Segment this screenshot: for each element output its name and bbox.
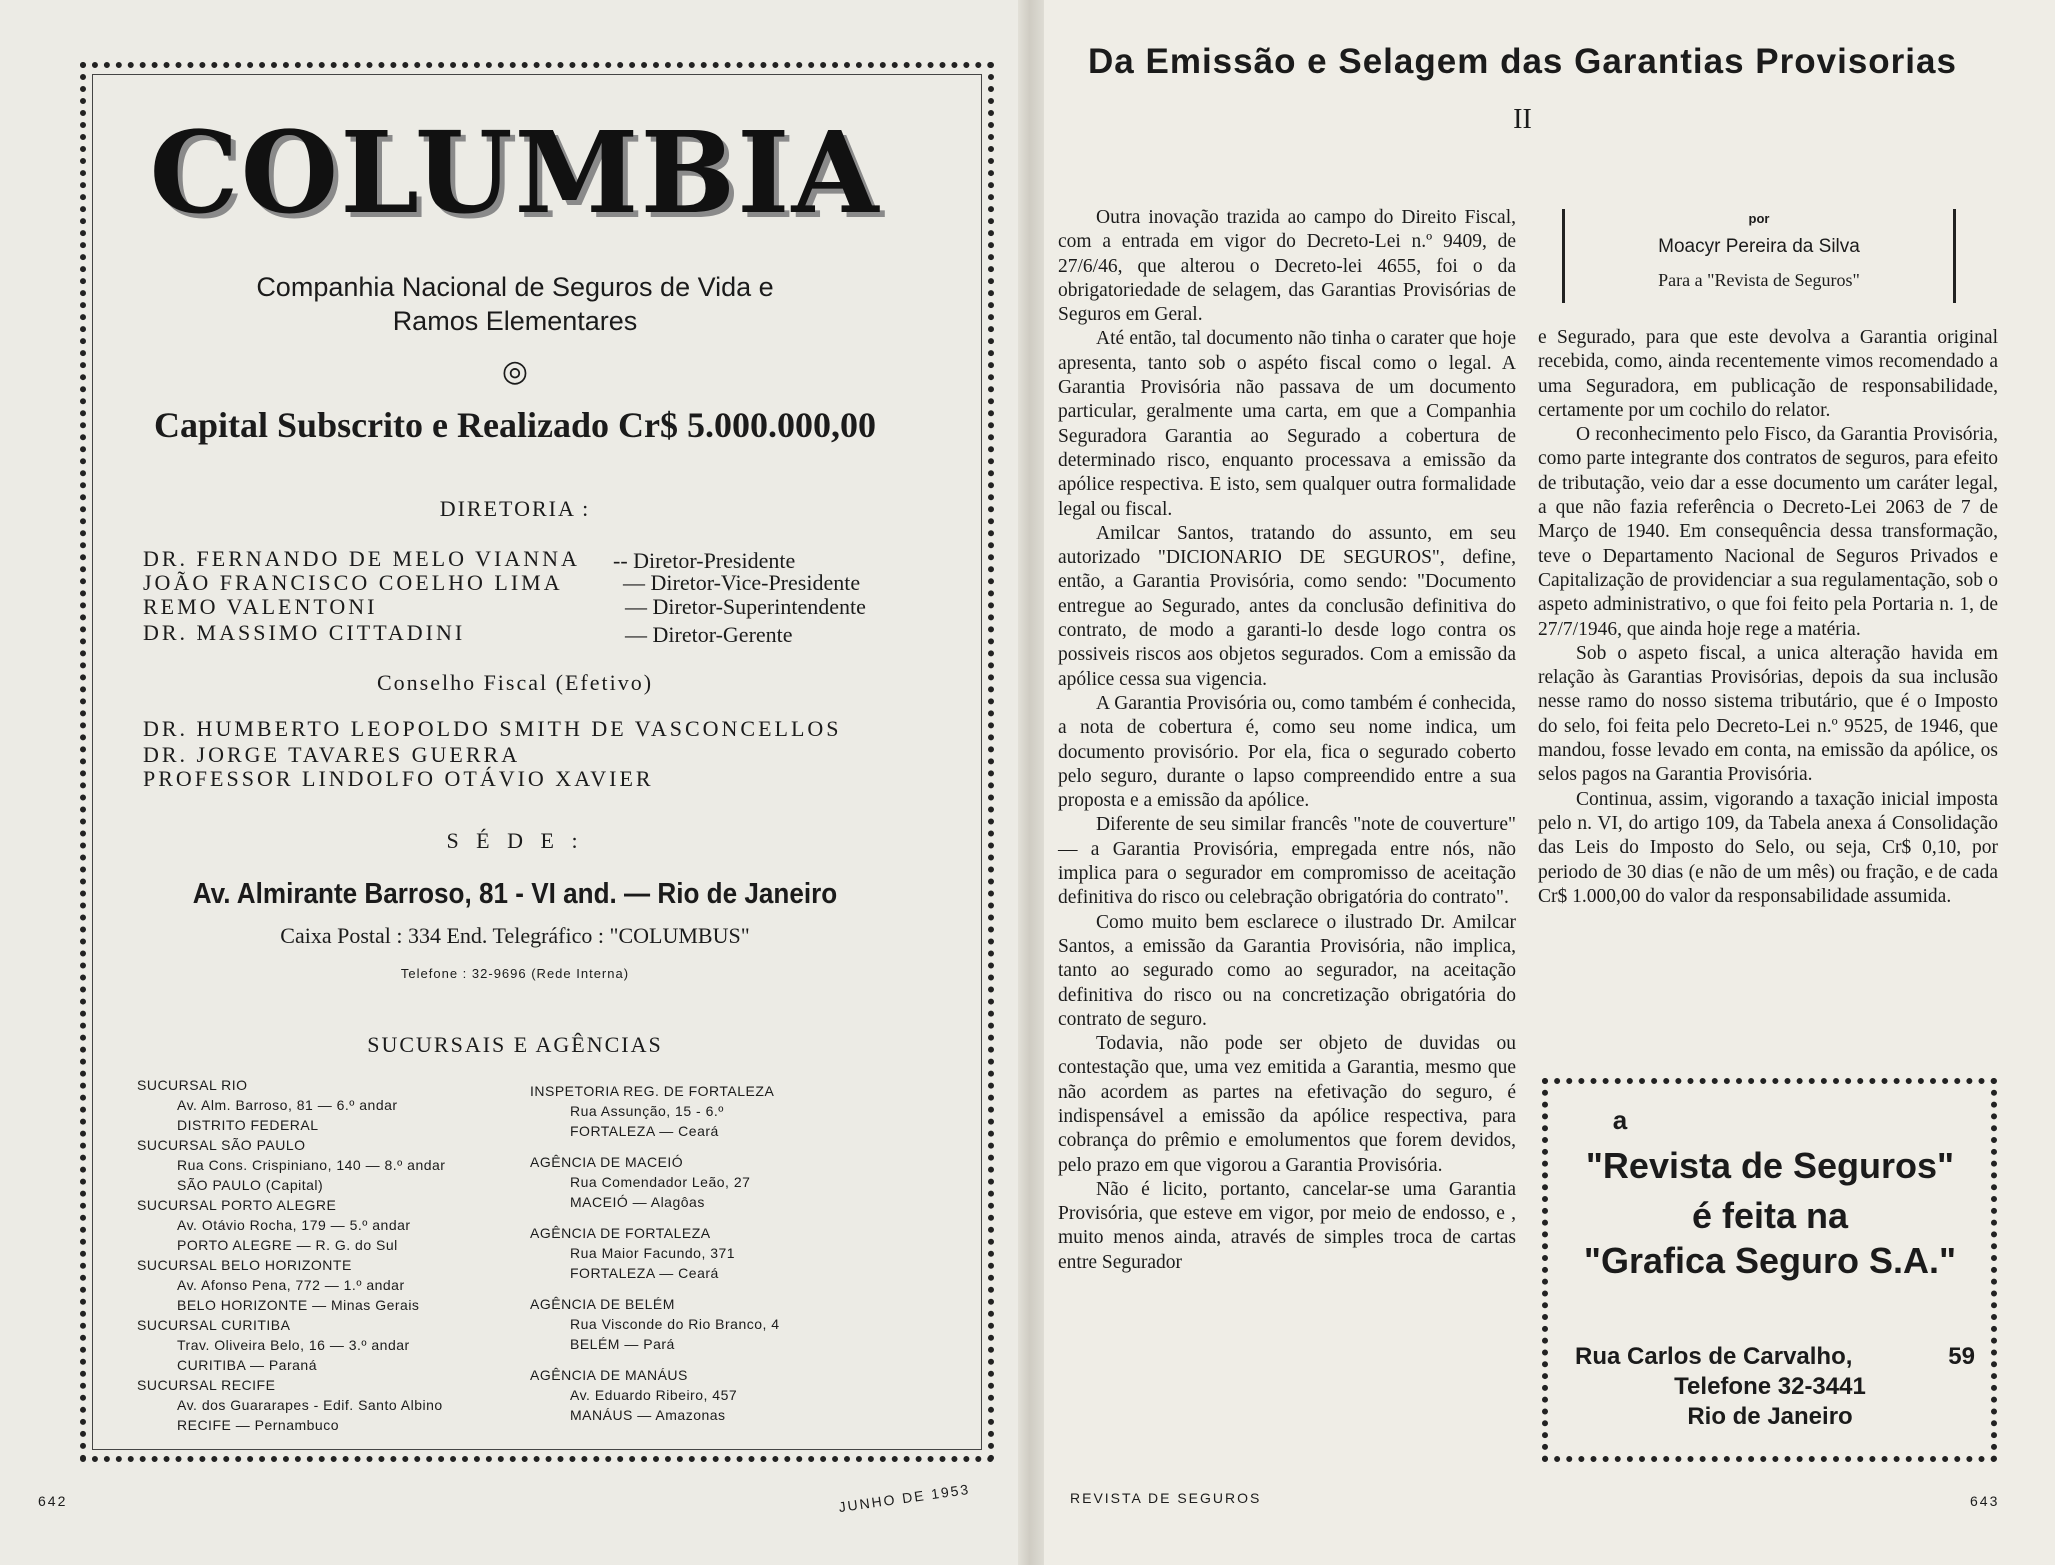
- agency-entry: [530, 1294, 840, 1354]
- branch-city: CURITIBA — Paraná: [177, 1357, 317, 1373]
- branch-name: SUCURSAL BELO HORIZONTE: [137, 1257, 352, 1273]
- article-paragraph: A Garantia Provisória ou, como também é conhecida, a nota de cobertura é, como seu nome indica, um documento provisório. Por ela, fica o segurado coberto pelo seguro, durante o lapso compreendido entre a sua proposta e a emissão da apólice.: [1058, 692, 1516, 812]
- branch-address: Av. Afonso Pena, 772 — 1.º andar: [177, 1277, 405, 1293]
- ad-line-grafica: "Grafica Seguro S.A.": [1583, 1240, 1957, 1281]
- conselho-member: PROFESSOR LINDOLFO OTÁVIO XAVIER: [143, 766, 654, 791]
- article-paragraph: Continua, assim, vigorando a taxação inicial imposta pelo n. VI, do artigo 109, da Tabela anexa á Consolidação das Leis do Imposto do Selo, ou seja, Cr$ 0,10, por periodo de 30 dias (e não de um mês) ou fração, e de cada Cr$ 1.000,00 do valor da responsabilidade assumida.: [1538, 788, 1998, 907]
- capital-line: Capital Subscrito e Realizado Cr$ 5.000.000,00: [154, 405, 876, 445]
- agency-address: Rua Visconde do Rio Branco, 4: [570, 1316, 780, 1332]
- agency-city: BELÉM — Pará: [570, 1336, 675, 1352]
- agency-city: FORTALEZA — Ceará: [570, 1123, 719, 1139]
- agency-city: MANÁUS — Amazonas: [570, 1407, 726, 1423]
- agency-address: Rua Assunção, 15 - 6.º: [570, 1103, 724, 1119]
- article-paragraph: O reconhecimento pelo Fisco, da Garantia Provisória, como parte integrante dos contratos de seguros, para efeito de tributação, veio dar a esse documento um caráter legal, a que não fazia referência o Decreto-Lei 2063 de 7 de Março de 1940. Em consequência dessa transformação, teve o Departamento Nacional de Seguros Privados e Capitalização de providenciar a sua regulamentação, sob o aspeto administrativo, o que foi feito pela Portaria n. 1, de 27/7/1946, que ainda hoje rege a matéria.: [1538, 424, 1998, 640]
- branch-entry: [137, 1375, 507, 1435]
- ad-street-number: 59: [1948, 1343, 1975, 1370]
- director-name: DR. FERNANDO DE MELO VIANNA: [143, 546, 580, 571]
- branch-name: SUCURSAL SÃO PAULO: [137, 1137, 306, 1153]
- columbia-logo: COLUMBIA: [149, 108, 881, 239]
- branch-entry: [137, 1195, 507, 1255]
- agency-address: Rua Comendador Leão, 27: [570, 1174, 751, 1190]
- branch-city: PORTO ALEGRE — R. G. do Sul: [177, 1237, 398, 1253]
- article-column-2: [1538, 326, 1998, 909]
- branch-name: SUCURSAL PORTO ALEGRE: [137, 1197, 337, 1213]
- conselho-heading: Conselho Fiscal (Efetivo): [376, 670, 654, 695]
- byline-por: por: [1748, 211, 1770, 226]
- branch-entry: [137, 1135, 507, 1195]
- article-paragraph: Diferente de seu similar francês "note de couverture" — a Garantia Provisória, empregada entre nós, não implica para o segurador em compromisso de aceitação definitiva do risco ou celebração obrigatória do contrato".: [1058, 814, 1516, 909]
- magazine-footer: REVISTA DE SEGUROS: [1070, 1490, 1262, 1506]
- branch-address: Av. Otávio Rocha, 179 — 5.º andar: [177, 1217, 411, 1233]
- agency-name: AGÊNCIA DE FORTALEZA: [530, 1225, 711, 1241]
- article-paragraph: Outra inovação trazida ao campo do Direito Fiscal, com a entrada em vigor do Decreto-Lei n.º 9409, de 27/6/46, que alterou o Decreto-lei 4655, foi o da obrigatoriedade de selagem, das Garantias Provisórias de Seguros em Geral.: [1058, 207, 1516, 326]
- director-role: — Diretor-Superintendente: [625, 594, 866, 619]
- branch-city: DISTRITO FEDERAL: [177, 1117, 319, 1133]
- agency-entry: [530, 1223, 840, 1283]
- byline-publication: Para a "Revista de Seguros": [1658, 270, 1860, 290]
- ad-city: Rio de Janeiro: [1687, 1403, 1853, 1430]
- article-paragraph: Sob o aspeto fiscal, a unica alteração havida em relação às Garantias Provisórias, depois da sua inclusão nesse ramo do nosso sistema tributário, que é o Imposto do selo, foi feita pelo Decreto-Lei n.º 9525, de 1946, que mandou, fosse levado em conta, na emissão da apólice, os selos pagos na Garantia Provisória.: [1538, 642, 1998, 786]
- branch-name: SUCURSAL RIO: [137, 1077, 248, 1093]
- branches-right-column: [530, 1081, 840, 1436]
- diretoria-heading: DIRETORIA :: [439, 496, 591, 521]
- director-role: — Diretor-Vice-Presidente: [623, 570, 861, 595]
- sede-heading: S É D E :: [446, 828, 584, 853]
- branch-entry: [137, 1315, 507, 1375]
- branch-city: RECIFE — Pernambuco: [177, 1417, 339, 1433]
- ad-line-revista: "Revista de Seguros": [1585, 1145, 1955, 1186]
- branch-entry: [137, 1075, 507, 1135]
- article-paragraph: Não é licito, portanto, cancelar-se uma Garantia Provisória, que esteve em vigor, por meio de endosso, e , muito menos ainda, através de simples troca de cartas entre Segurador: [1058, 1178, 1516, 1273]
- agency-name: AGÊNCIA DE BELÉM: [530, 1296, 675, 1312]
- branch-address: Av. dos Guararapes - Edif. Santo Albino: [177, 1397, 443, 1413]
- conselho-member: DR. JORGE TAVARES GUERRA: [143, 742, 521, 767]
- branch-address: Av. Alm. Barroso, 81 — 6.º andar: [177, 1097, 398, 1113]
- company-subtitle-line1: Companhia Nacional de Seguros de Vida e: [256, 272, 774, 302]
- ad-street: Rua Carlos de Carvalho,: [1575, 1343, 1853, 1370]
- ad-line-feita: é feita na: [1691, 1195, 1849, 1236]
- author-byline-box: [1562, 209, 1956, 303]
- article-paragraph: Até então, tal documento não tinha o carater que hoje apresenta, tanto sob o aspéto fiscal como o legal. A Garantia Provisória não passava de um documento particular, geralmente uma carta, em que a Companhia Seguradora Garantia ao Segurado a cobertura de determinado risco, enquanto processava a emissão da apólice respectiva. E isto, sem qualquer outra formalidade legal ou fiscal.: [1058, 328, 1516, 520]
- branch-name: SUCURSAL CURITIBA: [137, 1317, 291, 1333]
- article-paragraph: Todavia, não pode ser objeto de duvidas ou contestação que, uma vez emitida a Garantia, mesmo que não acordem as partes na efetivação do seguro, é indispensável a emissão da apólice respectiva, para cobrança do prêmio e emolumentos que forem devidos, pelo prazo em que vigorou a Garantia Provisória.: [1058, 1033, 1516, 1176]
- target-emblem-icon: ◎: [501, 354, 529, 389]
- agency-name: INSPETORIA REG. DE FORTALEZA: [530, 1083, 775, 1099]
- sede-telefone: Telefone : 32-9696 (Rede Interna): [400, 966, 630, 981]
- director-name: DR. MASSIMO CITTADINI: [143, 620, 466, 645]
- branch-name: SUCURSAL RECIFE: [137, 1377, 276, 1393]
- director-role: -- Diretor-Presidente: [613, 548, 796, 573]
- branch-city: BELO HORIZONTE — Minas Gerais: [177, 1297, 420, 1313]
- agency-entry: [530, 1081, 840, 1141]
- director-name: REMO VALENTONI: [143, 594, 378, 619]
- branch-address: Trav. Oliveira Belo, 16 — 3.º andar: [177, 1337, 410, 1353]
- agency-name: AGÊNCIA DE MACEIÓ: [530, 1154, 684, 1170]
- conselho-member: DR. HUMBERTO LEOPOLDO SMITH DE VASCONCELLOS: [143, 716, 842, 741]
- article-title: Da Emissão e Selagem das Garantias Provisorias: [1088, 42, 1957, 81]
- branch-city: SÃO PAULO (Capital): [177, 1177, 324, 1193]
- agency-city: MACEIÓ — Alagôas: [570, 1194, 705, 1210]
- article-part-numeral: II: [1513, 104, 1532, 135]
- byline-author: Moacyr Pereira da Silva: [1658, 236, 1860, 257]
- agency-address: Av. Eduardo Ribeiro, 457: [570, 1387, 738, 1403]
- branches-heading: SUCURSAIS E AGÊNCIAS: [367, 1032, 663, 1057]
- agency-entry: [530, 1365, 840, 1425]
- director-name: JOÃO FRANCISCO COELHO LIMA: [143, 570, 563, 595]
- article-paragraph: Como muito bem esclarece o ilustrado Dr. Amilcar Santos, a emissão da Garantia Provisória, não implica, tanto ao segurado como ao segurador, na aceitação definitiva do risco ou na concretização obrigatória do contrato de seguro.: [1058, 911, 1516, 1030]
- director-role: — Diretor-Gerente: [625, 622, 793, 647]
- page-number-left: 642: [38, 1493, 68, 1509]
- sede-caixa-postal: Caixa Postal : 334 End. Telegráfico : "COLUMBUS": [280, 923, 750, 948]
- article-paragraph: Amilcar Santos, tratando do assunto, em seu autorizado "DICIONARIO DE SEGUROS", define, então, a Garantia Provisória, como sendo: "Documento entregue ao Segurado, antes da conclusão definitiva do contrato, de modo a garanti-lo desde logo contra os possiveis riscos aos objetos segurados. Com a emissão da apólice cessa sua vigencia.: [1058, 522, 1516, 690]
- sede-address: Av. Almirante Barroso, 81 - VI and. — Rio de Janeiro: [192, 878, 838, 910]
- article-column-1: [1058, 206, 1516, 1275]
- company-subtitle-line2: Ramos Elementares: [392, 306, 638, 336]
- branch-entry: [137, 1255, 507, 1315]
- agency-address: Rua Maior Facundo, 371: [570, 1245, 736, 1261]
- page-number-right: 643: [1970, 1493, 2000, 1509]
- issue-date: JUNHO DE 1953: [837, 1480, 972, 1516]
- agency-city: FORTALEZA — Ceará: [570, 1265, 719, 1281]
- ad-phone: Telefone 32-3441: [1674, 1373, 1866, 1400]
- branch-address: Rua Cons. Crispiniano, 140 — 8.º andar: [177, 1157, 446, 1173]
- agency-entry: [530, 1152, 840, 1212]
- agency-name: AGÊNCIA DE MANÁUS: [530, 1367, 688, 1383]
- branches-left-column: [137, 1075, 507, 1435]
- article-paragraph: e Segurado, para que este devolva a Garantia original recebida, como, ainda recentemente vimos recomendado a uma Seguradora, em publicação de responsabilidade, certamente por um cochilo do relator.: [1538, 327, 1998, 421]
- ad-line-a: a: [1612, 1105, 1628, 1135]
